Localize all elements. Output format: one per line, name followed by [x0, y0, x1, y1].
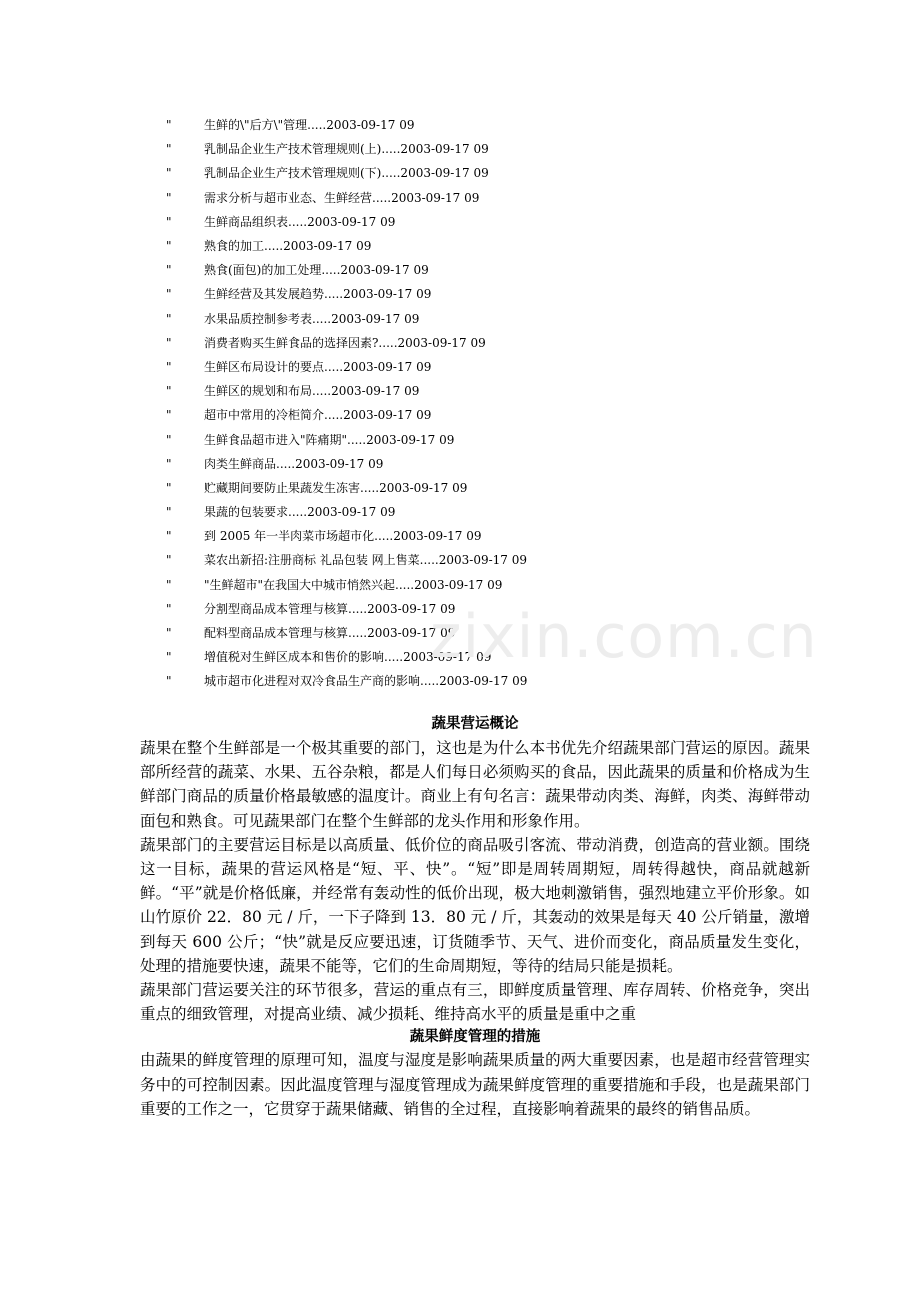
list-item-text[interactable]: 到 2005 年一半肉菜市场超市化.....2003-09-17 09	[204, 529, 482, 544]
list-bullet: "	[166, 190, 172, 205]
list-bullet: "	[166, 650, 172, 665]
paragraph: 蔬果在整个生鲜部是一个极其重要的部门，这也是为什么本书优先介绍蔬果部门营运的原因。蔬果部所经营的蔬菜、水果、五谷杂粮，都是人们每日必须购买的食品，因此蔬果的质量和价格成为生鲜部门商品的质量价格最敏感的温度计。商业上有句名言：蔬果带动肉类、海鲜，肉类、海鲜带动面包和熟食。可见蔬果部门在整个生鲜部的龙头作用和形象作用。	[140, 739, 810, 830]
list-item-text[interactable]: 水果品质控制参考表.....2003-09-17 09	[204, 311, 420, 326]
list-item-text[interactable]: "生鲜超市"在我国大中城市悄然兴起.....2003-09-17 09	[204, 577, 503, 592]
list-item[interactable]	[166, 500, 866, 524]
list-item-text[interactable]: 乳制品企业生产技术管理规则(下).....2003-09-17 09	[204, 166, 489, 181]
list-item[interactable]	[166, 669, 866, 693]
list-bullet: "	[166, 384, 172, 399]
article-body	[140, 712, 810, 1121]
list-item[interactable]	[166, 379, 866, 403]
list-item-text[interactable]: 贮藏期间要防止果蔬发生冻害.....2003-09-17 09	[204, 480, 468, 495]
list-item[interactable]	[166, 452, 866, 476]
list-item[interactable]	[166, 524, 866, 548]
list-item-text[interactable]: 消费者购买生鲜食品的选择因素?.....2003-09-17 09	[204, 335, 486, 350]
list-item[interactable]	[166, 355, 866, 379]
list-item-text[interactable]: 分割型商品成本管理与核算.....2003-09-17 09	[204, 601, 456, 616]
list-item-text[interactable]: 生鲜的\"后方\"管理.....2003-09-17 09	[204, 118, 415, 133]
list-item-text[interactable]: 熟食(面包)的加工处理.....2003-09-17 09	[204, 263, 429, 278]
list-bullet: "	[166, 142, 172, 157]
list-bullet: "	[166, 553, 172, 568]
list-bullet: "	[166, 456, 172, 471]
list-item[interactable]	[166, 258, 866, 282]
list-bullet: "	[166, 505, 172, 520]
list-item[interactable]	[166, 282, 866, 306]
list-item-text[interactable]: 生鲜区布局设计的要点.....2003-09-17 09	[204, 359, 432, 374]
list-item[interactable]	[166, 476, 866, 500]
list-bullet: "	[166, 335, 172, 350]
list-bullet: "	[166, 577, 172, 592]
list-item[interactable]	[166, 234, 866, 258]
list-item[interactable]	[166, 331, 866, 355]
list-item[interactable]	[166, 307, 866, 331]
list-item-text[interactable]: 肉类生鲜商品.....2003-09-17 09	[204, 456, 384, 471]
list-item-text[interactable]: 熟食的加工.....2003-09-17 09	[204, 239, 372, 254]
list-item-text[interactable]: 生鲜经营及其发展趋势.....2003-09-17 09	[204, 287, 432, 302]
list-item-text[interactable]: 城市超市化进程对双冷食品生产商的影响.....2003-09-17 09	[204, 674, 528, 689]
list-item-text[interactable]: 配料型商品成本管理与核算.....2003-09-17 09	[204, 626, 456, 641]
list-item-text[interactable]: 超市中常用的冷柜简介.....2003-09-17 09	[204, 408, 432, 423]
list-item-text[interactable]: 果蔬的包装要求.....2003-09-17 09	[204, 505, 396, 520]
list-item[interactable]	[166, 161, 866, 185]
list-item[interactable]	[166, 186, 866, 210]
section-title-produce-operations: 蔬果营运概论	[431, 716, 519, 732]
list-item[interactable]	[166, 113, 866, 137]
list-item-text[interactable]: 生鲜食品超市进入"阵痛期".....2003-09-17 09	[204, 432, 455, 447]
paragraph: 蔬果部门的主要营运目标是以高质量、低价位的商品吸引客流、带动消费，创造高的营业额。围绕这一目标，蔬果的营运风格是“短、平、快”。“短”即是周转周期短，周转得越快，商品就越新鲜。“平”就是价格低廉，并经常有轰动性的低价出现，极大地刺激销售，强烈地建立平价形象。如山竹原价 22．80 元 / 斤，一下子降到 13．80 元 / 斤，其轰动的效果是每天 40 公斤销量，激增到每天 600 公斤；“快”就是反应要迅速，订货随季节、天气、进价而变化，商品质量发生变化，处理的措施要快速，蔬果不能等，它们的生命周期短，等待的结局只能是损耗。	[140, 835, 810, 975]
list-bullet: "	[166, 287, 172, 302]
list-bullet: "	[166, 214, 172, 229]
list-item-text[interactable]: 生鲜商品组织表.....2003-09-17 09	[204, 214, 396, 229]
list-item-text[interactable]: 增值税对生鲜区成本和售价的影响.....2003-09-17 09	[204, 650, 492, 665]
list-bullet: "	[166, 432, 172, 447]
list-item[interactable]	[166, 137, 866, 161]
list-item-text[interactable]: 生鲜区的规划和布局.....2003-09-17 09	[204, 384, 420, 399]
list-item[interactable]	[166, 403, 866, 427]
list-item-text[interactable]: 菜农出新招:注册商标 礼品包装 网上售菜.....2003-09-17 09	[204, 553, 528, 568]
list-bullet: "	[166, 674, 172, 689]
paragraph: 蔬果部门营运要关注的环节很多，营运的重点有三，即鲜度质量管理、库存周转、价格竞争，突出重点的细致管理，对提高业绩、减少损耗、维持高水平的质量是重中之重	[140, 981, 810, 1024]
list-item-text[interactable]: 需求分析与超市业态、生鲜经营.....2003-09-17 09	[204, 190, 480, 205]
section-title-freshness-measures: 蔬果鲜度管理的措施	[409, 1029, 541, 1046]
list-item[interactable]	[166, 573, 866, 597]
list-bullet: "	[166, 263, 172, 278]
list-item[interactable]	[166, 427, 866, 451]
list-bullet: "	[166, 239, 172, 254]
list-bullet: "	[166, 166, 172, 181]
list-bullet: "	[166, 626, 172, 641]
paragraph: 由蔬果的鲜度管理的原理可知，温度与湿度是影响蔬果质量的两大重要因素，也是超市经营管理实务中的可控制因素。因此温度管理与湿度管理成为蔬果鲜度管理的重要措施和手段，也是蔬果部门重要的工作之一，它贯穿于蔬果储藏、销售的全过程，直接影响着蔬果的最终的销售品质。	[140, 1051, 810, 1118]
list-bullet: "	[166, 311, 172, 326]
list-bullet: "	[166, 359, 172, 374]
list-item-text[interactable]: 乳制品企业生产技术管理规则(上).....2003-09-17 09	[204, 142, 489, 157]
list-item[interactable]	[166, 210, 866, 234]
list-bullet: "	[166, 601, 172, 616]
list-bullet: "	[166, 118, 172, 133]
list-bullet: "	[166, 408, 172, 423]
list-bullet: "	[166, 480, 172, 495]
list-bullet: "	[166, 529, 172, 544]
watermark: zixin.com.cn	[430, 602, 818, 672]
list-item[interactable]	[166, 548, 866, 572]
